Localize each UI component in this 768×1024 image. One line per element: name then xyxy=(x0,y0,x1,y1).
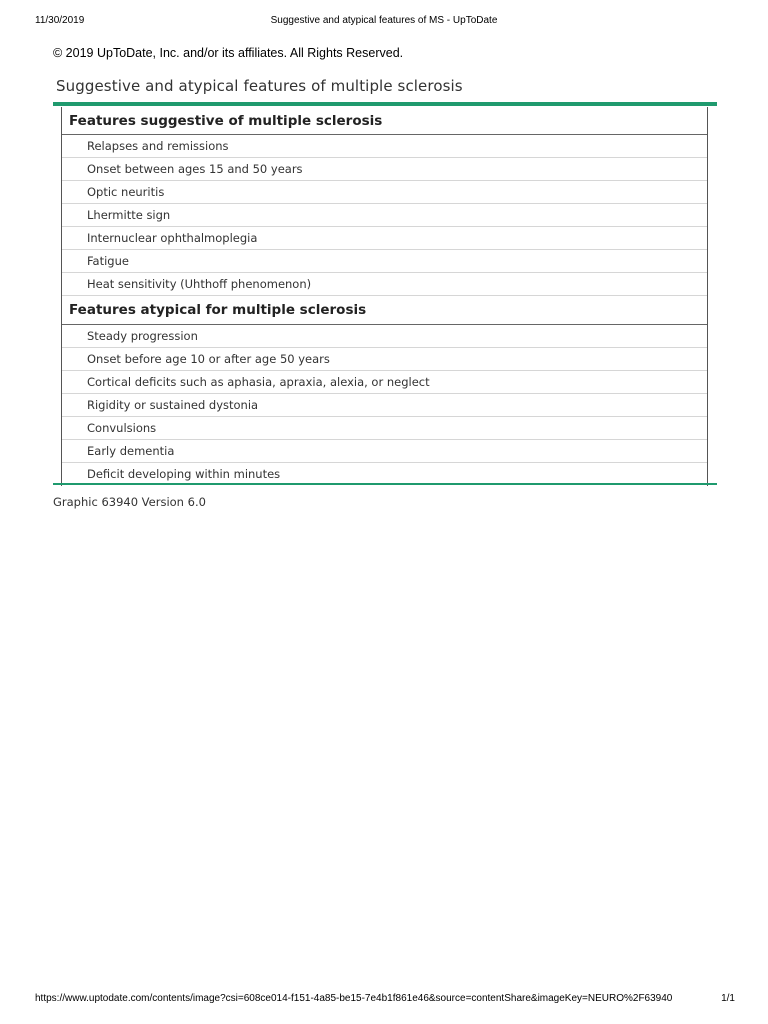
table-row: Heat sensitivity (Uhthoff phenomenon) xyxy=(62,273,707,296)
table-row: Cortical deficits such as aphasia, apraxia, alexia, or neglect xyxy=(62,371,707,394)
features-table xyxy=(61,107,708,486)
copyright-notice: © 2019 UpToDate, Inc. and/or its affiliates. All Rights Reserved. xyxy=(53,46,404,60)
print-page-title: Suggestive and atypical features of MS - UpToDate xyxy=(270,15,498,26)
section-header-atypical: Features atypical for multiple sclerosis xyxy=(62,296,707,325)
table-row: Lhermitte sign xyxy=(62,204,707,227)
table-row: Onset before age 10 or after age 50 years xyxy=(62,348,707,371)
table-row: Fatigue xyxy=(62,250,707,273)
title-rule xyxy=(53,102,717,106)
table-row: Rigidity or sustained dystonia xyxy=(62,394,707,417)
table-row: Deficit developing within minutes xyxy=(87,467,281,481)
print-date: 11/30/2019 xyxy=(35,15,85,26)
graphic-version: Graphic 63940 Version 6.0 xyxy=(53,495,206,509)
table-row: Steady progression xyxy=(62,325,707,348)
print-page-number: 1/1 xyxy=(721,993,735,1004)
graphic-title: Suggestive and atypical features of multiple sclerosis xyxy=(56,77,463,95)
section-header-suggestive: Features suggestive of multiple sclerosis xyxy=(62,107,707,135)
table-row: Convulsions xyxy=(62,417,707,440)
table-row: Optic neuritis xyxy=(62,181,707,204)
print-footer-url[interactable]: https://www.uptodate.com/contents/image?csi=608ce014-f151-4a85-be15-7e4b1f861e46&source=contentShare&imageKey=NEURO%2F63940 xyxy=(35,993,673,1004)
table-row: Relapses and remissions xyxy=(62,135,707,158)
table-row: Onset between ages 15 and 50 years xyxy=(62,158,707,181)
table-bottom-rule xyxy=(53,483,717,485)
table-row: Early dementia xyxy=(62,440,707,463)
table-row: Internuclear ophthalmoplegia xyxy=(62,227,707,250)
